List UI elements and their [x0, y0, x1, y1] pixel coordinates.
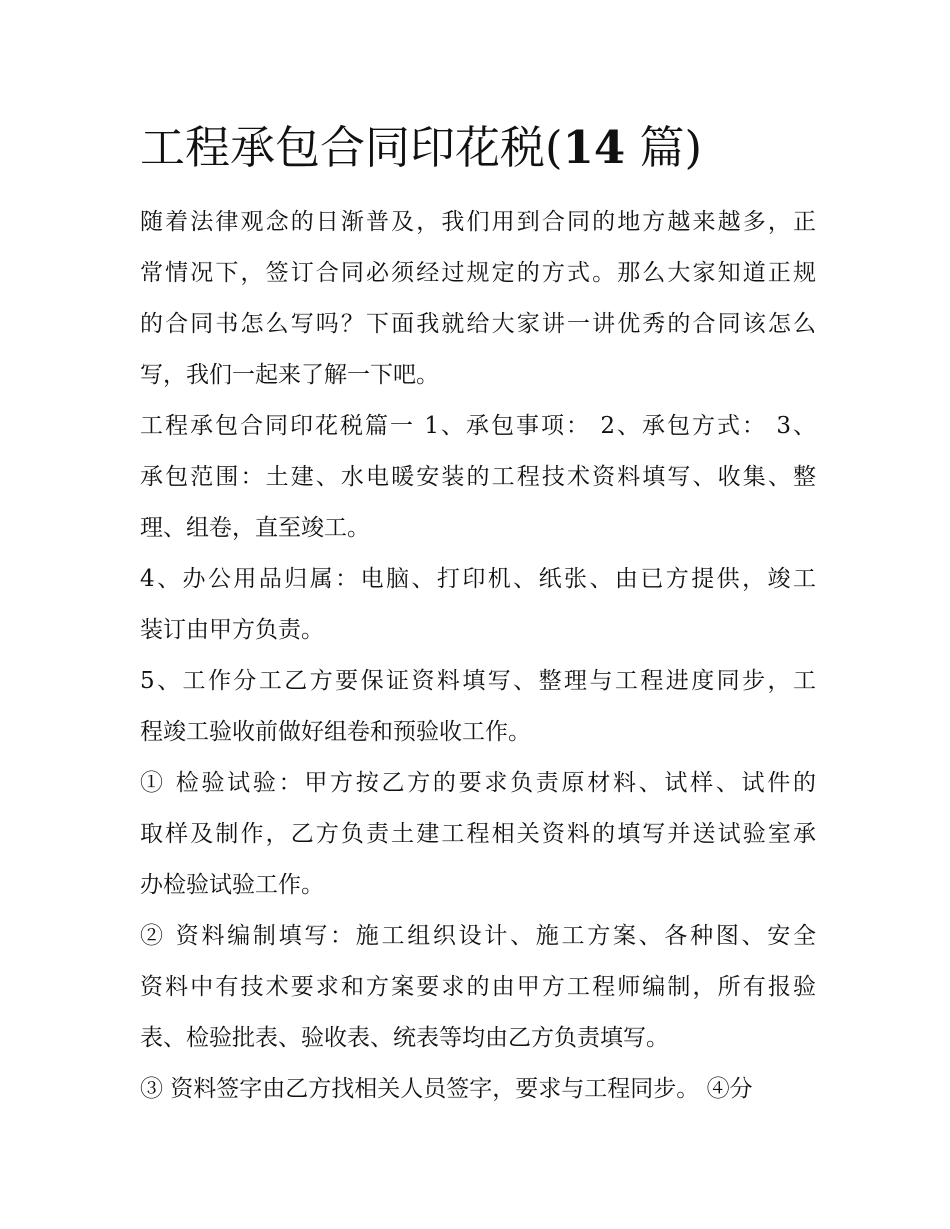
- paragraph-line: 随着法律观念的日渐普及，我们用到合同的地方越来越多，正: [140, 209, 816, 235]
- paragraph-line: 工程承包合同印花税篇一 1、承包事项： 2、承包方式： 3、: [140, 413, 816, 439]
- paragraph-line: 理、组卷，直至竣工。: [140, 515, 370, 541]
- document-title-suffix: 篇): [625, 121, 703, 174]
- paragraph-inspection: [140, 758, 816, 911]
- paragraph-line: 写，我们一起来了解一下吧。: [140, 362, 439, 388]
- paragraph-line: ② 资料编制填写：施工组织设计、施工方案、各种图、安全: [140, 923, 816, 949]
- paragraph-section-one: [140, 401, 816, 554]
- paragraph-line: 常情况下，签订合同必须经过规定的方式。那么大家知道正规: [140, 260, 816, 286]
- paragraph-line: ① 检验试验：甲方按乙方的要求负责原材料、试样、试件的: [140, 770, 816, 796]
- paragraph-item-5: [140, 656, 816, 758]
- document-body: [140, 197, 816, 1115]
- paragraph-line: 取样及制作，乙方负责土建工程相关资料的填写并送试验室承: [140, 821, 816, 847]
- paragraph-line: 装订由甲方负责。: [140, 617, 324, 643]
- paragraph-line: 承包范围：土建、水电暖安装的工程技术资料填写、收集、整: [140, 464, 816, 490]
- document-title: [140, 118, 702, 178]
- paragraph-line: 表、检验批表、验收表、统表等均由乙方负责填写。: [140, 1025, 669, 1051]
- paragraph-intro: [140, 197, 816, 401]
- paragraph-line: 4、办公用品归属：电脑、打印机、纸张、由已方提供，竣工: [140, 566, 816, 592]
- document-title-number: 14: [562, 121, 626, 174]
- paragraph-line: 资料中有技术要求和方案要求的由甲方工程师编制，所有报验: [140, 974, 816, 1000]
- paragraph-line: 的合同书怎么写吗？下面我就给大家讲一讲优秀的合同该怎么: [140, 311, 816, 337]
- paragraph-line: 5、工作分工乙方要保证资料填写、整理与工程进度同步，工: [140, 668, 816, 694]
- paragraph-line: 办检验试验工作。: [140, 872, 324, 898]
- paragraph-signature: [140, 1064, 816, 1115]
- paragraph-item-4: [140, 554, 816, 656]
- paragraph-compilation: [140, 911, 816, 1064]
- paragraph-line: ③ 资料签字由乙方找相关人员签字，要求与工程同步。 ④分: [140, 1076, 753, 1102]
- document-title-prefix: 工程承包合同印花税(: [140, 121, 563, 174]
- paragraph-line: 程竣工验收前做好组卷和预验收工作。: [140, 719, 531, 745]
